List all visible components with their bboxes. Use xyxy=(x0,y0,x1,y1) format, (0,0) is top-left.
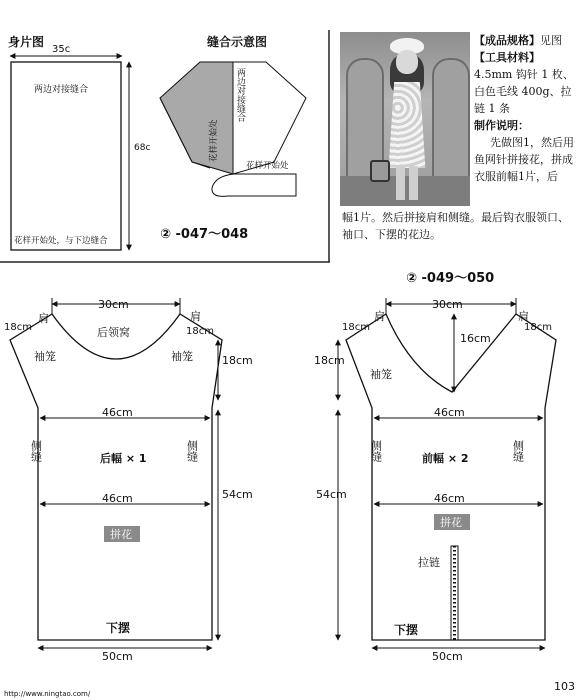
page-number: 103 xyxy=(554,680,575,693)
front-zipper-label: 拉链 xyxy=(418,556,440,569)
photo-arch-right xyxy=(432,58,470,180)
width-label: 35c xyxy=(52,44,71,55)
photo-crochet-dress xyxy=(384,82,430,168)
back-shoulder-len-left: 18cm xyxy=(4,322,32,333)
front-piece-diagram xyxy=(314,298,556,663)
front-hem-label: 下摆 xyxy=(394,623,419,637)
method-text-2: 幅1片。然后拼接肩和侧缝。最后钩衣服领口、袖口、下摆的花边。 xyxy=(342,211,569,241)
photo-bag xyxy=(370,160,390,182)
material-text: 4.5mm 钩针 1 枚、白色毛线 400g、拉链 1 条 xyxy=(474,68,574,115)
back-waist-width: 46cm xyxy=(102,492,133,505)
front-shoulder-right: 肩 xyxy=(518,310,529,323)
front-side-right: 侧缝 xyxy=(511,440,525,462)
bottom-note: 花样开始处，与下边缝合 xyxy=(14,236,108,246)
left-start-label: 花样开始处 xyxy=(209,119,219,162)
front-hem-width: 50cm xyxy=(432,650,463,663)
front-piece-label: 前幅 × 2 xyxy=(422,452,469,465)
back-splice-label: 拼花 xyxy=(110,528,132,541)
front-shoulder-len-left: 18cm xyxy=(342,322,370,333)
right-start-label: 花样开始处 xyxy=(246,161,289,171)
code-left: ② -047～048 xyxy=(160,227,249,242)
footer-url: http://www.ningtao.com/ xyxy=(4,690,91,698)
back-hem-width: 50cm xyxy=(102,650,133,663)
back-armhole-height: 18cm xyxy=(222,354,253,367)
back-shoulder-left: 肩 xyxy=(38,312,49,325)
instructions-continued xyxy=(342,209,578,243)
back-piece-label: 后幅 × 1 xyxy=(100,452,147,465)
back-sleeve-left: 袖笼 xyxy=(34,350,56,363)
front-splice-label: 拼花 xyxy=(440,516,462,529)
back-shoulder-len-right: 18cm xyxy=(186,326,214,337)
photo-head xyxy=(396,50,418,74)
front-side-left: 侧缝 xyxy=(369,440,383,462)
material-heading: 【工具材料】 xyxy=(474,51,540,64)
back-sleeve-right: 袖笼 xyxy=(171,350,193,363)
spec-text: 见图 xyxy=(540,34,562,47)
zipper-outline xyxy=(451,546,458,640)
front-neck-depth: 16cm xyxy=(460,332,491,345)
front-neck-width: 30cm xyxy=(432,298,463,311)
spec-heading: 【成品规格】 xyxy=(474,34,540,47)
height-label: 68c xyxy=(134,143,151,153)
body-panel-diagram xyxy=(8,34,150,250)
front-sleeve-left: 袖笼 xyxy=(370,368,392,381)
seaming-diagram-title: 缝合示意图 xyxy=(207,35,268,49)
back-piece-diagram xyxy=(4,298,253,663)
left-fold-shaded xyxy=(160,62,233,174)
model-photo xyxy=(340,32,470,206)
method-heading: 制作说明： xyxy=(474,119,529,132)
body-panel-title: 身片图 xyxy=(8,35,45,49)
front-waist-width: 46cm xyxy=(434,492,465,505)
front-total-height: 54cm xyxy=(316,488,347,501)
code-right: ② -049～050 xyxy=(406,271,495,286)
bottom-band xyxy=(212,174,296,196)
back-neck-width: 30cm xyxy=(98,298,129,311)
join-note: 两边对接缝合 xyxy=(34,85,89,95)
instructions-column xyxy=(474,32,578,185)
back-side-right: 侧缝 xyxy=(185,440,199,462)
front-shoulder-left: 肩 xyxy=(374,310,385,323)
back-side-left: 侧缝 xyxy=(29,440,43,462)
front-armhole-height: 18cm xyxy=(314,354,345,367)
photo-legs xyxy=(396,166,418,200)
method-text-1: 先做图1，然后用鱼网针拼接花，拼成衣服前幅1片，后 xyxy=(474,136,574,183)
back-shoulder-right: 肩 xyxy=(190,310,201,323)
back-neck-label: 后领窝 xyxy=(97,326,130,339)
back-total-height: 54cm xyxy=(222,488,253,501)
back-chest-width: 46cm xyxy=(102,406,133,419)
seaming-diagram xyxy=(160,34,306,242)
front-shoulder-len-right: 18cm xyxy=(524,322,552,333)
front-chest-width: 46cm xyxy=(434,406,465,419)
back-hem-label: 下摆 xyxy=(106,621,131,635)
vertical-join-note: 两边对接缝合 xyxy=(235,68,245,122)
